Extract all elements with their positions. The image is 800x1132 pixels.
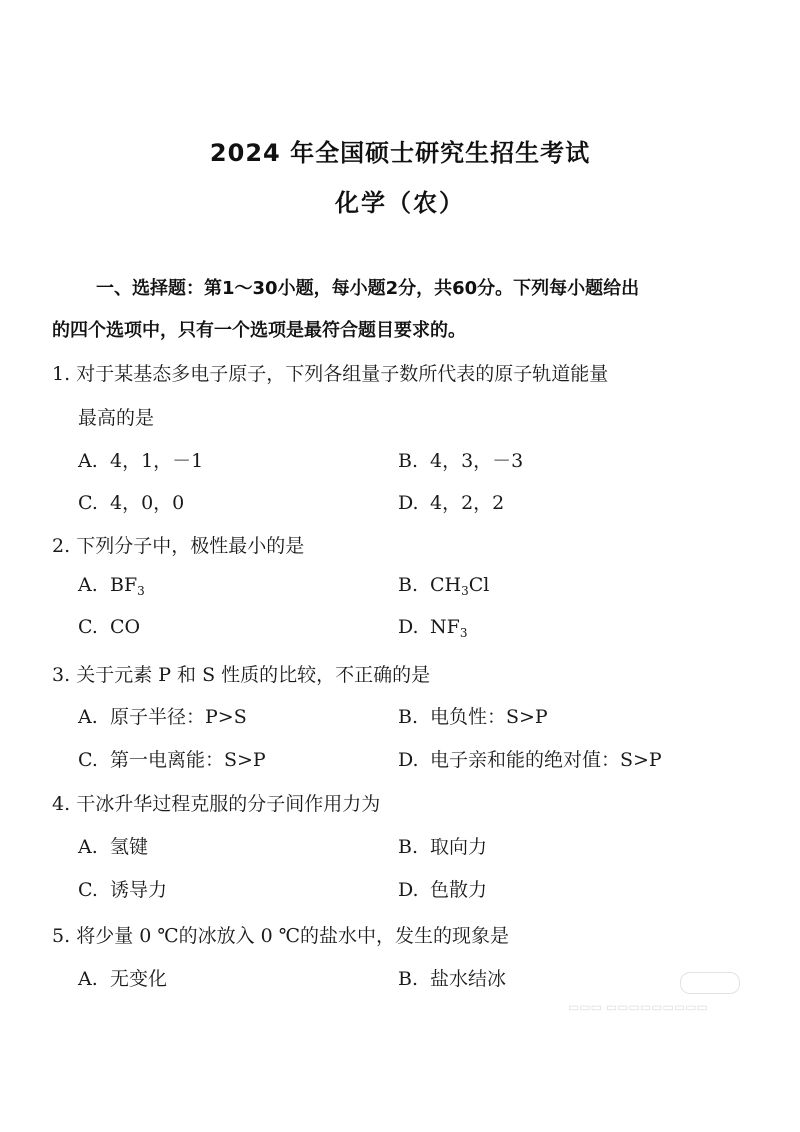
option-letter: A.: [78, 836, 98, 858]
question-1-option-a: [78, 446, 203, 473]
question-3-option-c: [78, 745, 266, 772]
option-text: 电子亲和能的绝对值：S>P: [430, 749, 662, 771]
question-2-option-a: [78, 574, 145, 598]
section-instructions-line2: 的四个选项中，只有一个选项是最符合题目要求的。: [52, 320, 466, 341]
option-text: 4，0，0: [110, 492, 185, 514]
option-text: 氢键: [110, 836, 149, 858]
option-text: 原子半径：P>S: [110, 706, 247, 728]
option-letter: A.: [78, 450, 98, 472]
option-letter: D.: [398, 879, 419, 901]
watermark-text: ▭▭▭ ▭▭▭▭▭▭▭▭▭: [568, 1000, 708, 1014]
option-letter: A.: [78, 968, 98, 990]
question-text: 关于元素 P 和 S 性质的比较，不正确的是: [76, 664, 431, 686]
watermark: [568, 972, 758, 1022]
option-text: 诱导力: [110, 879, 168, 901]
question-number: 5.: [52, 925, 71, 947]
option-letter: C.: [78, 616, 98, 638]
question-text: 将少量 0 ℃的冰放入 0 ℃的盐水中，发生的现象是: [76, 925, 510, 947]
option-text: 第一电离能：S>P: [110, 749, 266, 771]
option-text: NF: [430, 616, 460, 638]
option-subscript: 3: [137, 584, 145, 598]
option-text: CH: [430, 574, 462, 596]
question-5-option-b: [398, 964, 506, 991]
option-subscript: 3: [461, 584, 469, 598]
option-text: 4，1，－1: [110, 450, 204, 472]
question-4-stem: [52, 789, 380, 816]
question-2-option-d: [398, 616, 467, 640]
question-2-stem: [52, 531, 304, 558]
option-letter: B.: [398, 836, 419, 858]
question-number: 1.: [52, 363, 71, 385]
option-letter: C.: [78, 749, 98, 771]
question-5-stem: [52, 921, 509, 948]
option-text: 无变化: [110, 968, 168, 990]
question-4-option-b: [398, 832, 487, 859]
option-text: 电负性：S>P: [430, 706, 548, 728]
option-text: CO: [110, 616, 141, 638]
watermark-logo-icon: [680, 972, 740, 994]
option-subscript: 3: [459, 626, 468, 640]
option-text: BF: [110, 574, 138, 596]
option-letter: D.: [398, 616, 419, 638]
option-letter: B.: [398, 968, 419, 990]
question-1-stem: [52, 359, 608, 386]
section-instructions-line1: 一、选择题：第1～30小题，每小题2分，共60分。下列每小题给出: [96, 278, 640, 299]
question-number: 4.: [52, 793, 71, 815]
option-letter: B.: [398, 574, 419, 596]
question-4-option-a: [78, 832, 148, 859]
question-3-stem: [52, 660, 430, 687]
option-text: 4，3，－3: [430, 450, 524, 472]
option-text: 色散力: [430, 879, 488, 901]
question-text: 对于某基态多电子原子，下列各组量子数所代表的原子轨道能量: [76, 363, 609, 385]
question-3-option-b: [398, 702, 548, 729]
question-text: 干冰升华过程克服的分子间作用力为: [76, 793, 381, 815]
option-letter: D.: [398, 492, 419, 514]
question-5-option-a: [78, 964, 167, 991]
option-text: 取向力: [430, 836, 488, 858]
question-1-option-b: [398, 446, 523, 473]
option-letter: B.: [398, 706, 419, 728]
option-letter: A.: [78, 706, 98, 728]
question-text: 下列分子中，极性最小的是: [76, 535, 305, 557]
question-3-option-a: [78, 702, 247, 729]
question-4-option-c: [78, 875, 167, 902]
question-number: 3.: [52, 664, 71, 686]
option-text: 4，2，2: [430, 492, 505, 514]
question-2-option-b: [398, 574, 489, 598]
option-text-tail: Cl: [468, 574, 490, 596]
exam-title: 2024 年全国硕士研究生招生考试: [209, 139, 591, 167]
question-1-option-c: [78, 488, 184, 515]
option-text: 盐水结冰: [430, 968, 507, 990]
question-4-option-d: [398, 875, 487, 902]
question-1-option-d: [398, 488, 504, 515]
question-1-stem-continued: 最高的是: [78, 407, 155, 429]
option-letter: C.: [78, 492, 98, 514]
option-letter: B.: [398, 450, 419, 472]
option-letter: A.: [78, 574, 98, 596]
question-2-option-c: [78, 616, 140, 638]
question-3-option-d: [398, 745, 662, 772]
option-letter: D.: [398, 749, 419, 771]
question-number: 2.: [52, 535, 71, 557]
option-letter: C.: [78, 879, 98, 901]
exam-subtitle: 化学（农）: [335, 189, 465, 217]
